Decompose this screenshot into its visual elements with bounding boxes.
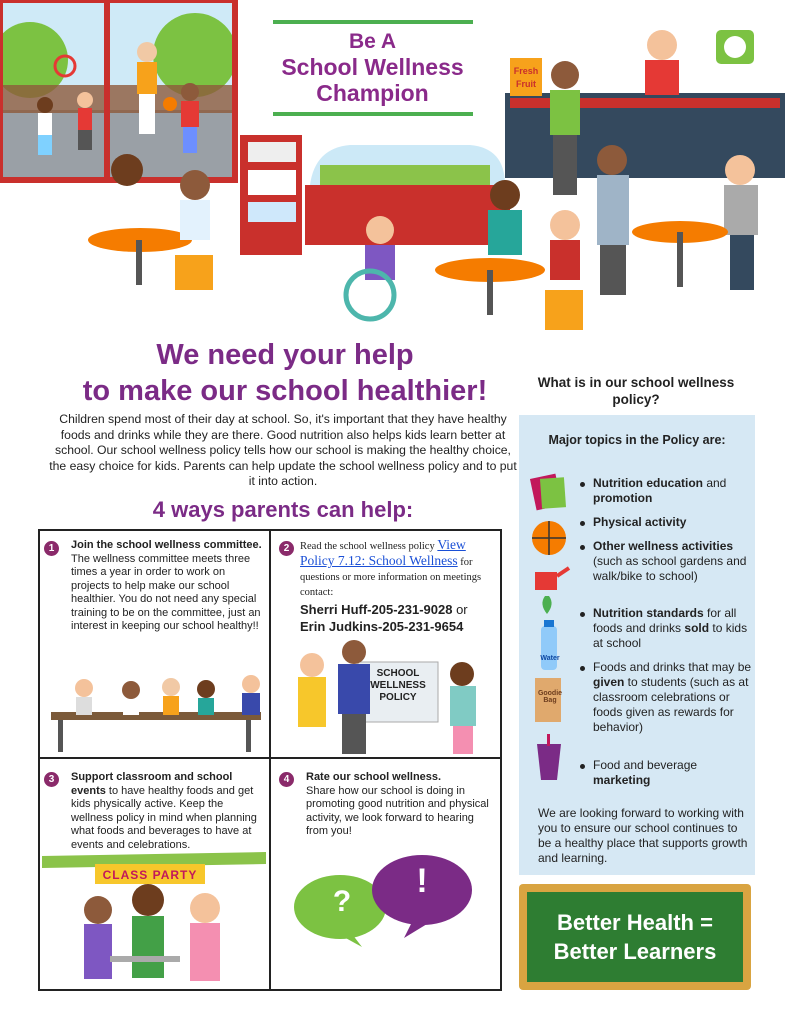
- cell-2-pre: Read the school wellness policy: [300, 541, 438, 552]
- headline-line-1: We need your help: [156, 339, 414, 371]
- chalkboard-surface: [527, 892, 743, 982]
- board-line-1: Better Health =: [557, 910, 713, 935]
- party-illustration: [40, 848, 268, 988]
- topic-3-bold: Other wellness activities: [593, 539, 734, 553]
- sign-fruit: Fruit: [516, 79, 536, 89]
- major-topics-heading: Major topics in the Policy are:: [548, 433, 726, 447]
- topic-4-text-2: to kids at school: [593, 621, 748, 650]
- policy-sign-1: SCHOOL: [376, 668, 420, 679]
- policy-sign-3: POLICY: [379, 692, 417, 703]
- topic-1-bold-2: promotion: [593, 491, 653, 505]
- cell-4-title: Rate our school wellness.: [306, 771, 442, 783]
- policy-sign-2: WELLNESS: [370, 680, 426, 691]
- board-line-2: Better Learners: [553, 939, 717, 964]
- title-bar-bottom: [273, 112, 473, 116]
- question-mark: ?: [332, 885, 352, 918]
- bullet: [580, 521, 585, 526]
- book-icon: [530, 474, 566, 511]
- cell-1-body: The wellness committee meets three times a year in order to work on projects to help make our school healthier. You do not need any special training to be on the committee, just an interest in keeping our school healthy!!: [71, 552, 261, 632]
- bullet: [580, 666, 585, 671]
- page-headline: [60, 337, 510, 409]
- policy-sign: [360, 668, 436, 704]
- ways-heading: 4 ways parents can help:: [152, 497, 414, 522]
- bullet: [580, 545, 585, 550]
- sign-fresh: Fresh: [513, 66, 539, 76]
- topic-6-text: Food and beverage: [593, 758, 698, 772]
- bullet: [580, 612, 585, 617]
- contact-2: Erin Judkins-205-231-9654: [300, 619, 464, 634]
- cell-3-body: to have healthy foods and get kids physically active. Keep the wellness policy in mind when planning what foods and beverages to have at events and celebrations.: [71, 784, 257, 851]
- topic-1-bold: Nutrition education: [593, 476, 703, 490]
- view-policy-link[interactable]: View Policy 7.12: School Wellness: [300, 537, 466, 568]
- topic-3: [593, 539, 753, 584]
- topic-6: [593, 758, 753, 788]
- class-party-banner: [95, 868, 205, 882]
- cell-3-title: Support classroom and school events: [71, 771, 233, 797]
- cell-4-body: Share how our school is doing in promoting good nutrition and physical activity, we look forward to hearing from you!: [306, 784, 489, 837]
- topic-2: [593, 515, 753, 530]
- basketball-icon: [532, 521, 566, 555]
- cell-3-text: [71, 771, 263, 852]
- topic-2-bold: Physical activity: [593, 515, 687, 529]
- policy-question: What is in our school wellness policy?: [537, 375, 735, 407]
- topic-1: [593, 476, 753, 506]
- bullet: [580, 482, 585, 487]
- topic-5: [593, 660, 753, 735]
- chalkboard: [519, 884, 751, 990]
- topic-1-text: and: [703, 476, 727, 490]
- topic-4-text: for all foods and drinks: [593, 606, 737, 635]
- topic-6-bold: marketing: [593, 773, 651, 787]
- drink-cup-icon: [537, 734, 561, 780]
- topic-5-bold: given: [593, 675, 625, 689]
- exclaim-mark: !: [416, 862, 428, 900]
- cell-2-text: [300, 538, 496, 635]
- step-number-4: 4: [279, 772, 294, 787]
- contact-1: Sherri Huff-205-231-9028: [300, 602, 453, 617]
- title-large-2: Champion: [316, 80, 429, 106]
- title-bar-top: [273, 20, 473, 24]
- cell-4-text: [306, 771, 491, 839]
- topic-5-text: Foods and drinks that may be: [593, 660, 752, 674]
- intro-paragraph: Children spend most of their day at school. So, it's important that they have healthy foods and drinks while they are there. Good nutrition also helps kids learn better at school. Our school wellness policy tells how our school is making the healthy choice, the easy choice for kids. Parents can help update the school wellness policy and to put it into action.: [49, 412, 517, 488]
- committee-illustration: [46, 672, 266, 754]
- banner-party: PARTY: [152, 868, 198, 882]
- title-small: Be A: [348, 30, 397, 53]
- topic-icons: [527, 472, 577, 792]
- topic-4: [593, 606, 753, 651]
- watering-can-icon: [535, 568, 569, 614]
- topic-4-bold-2: sold: [684, 621, 710, 635]
- headline-line-2: to make our school healthier!: [82, 375, 488, 407]
- goodie-label: Goodie Bag: [537, 690, 563, 704]
- title-block: [270, 20, 475, 112]
- bullet: [580, 764, 585, 769]
- title-large-1: School Wellness: [281, 54, 464, 80]
- topic-4-bold: Nutrition standards: [593, 606, 704, 620]
- topic-5-text-2: to students (such as at classroom celebrations or foods given as rewards for behavior): [593, 675, 749, 734]
- policy-illustration: [290, 640, 498, 755]
- step-number-2: 2: [279, 541, 294, 556]
- banner-class: CLASS: [102, 868, 149, 882]
- contact-or: or: [452, 602, 468, 617]
- cell-1-text: [71, 539, 263, 634]
- grid-divider-vertical: [269, 529, 271, 991]
- cell-2-post: for questions or more information on meetings contact:: [300, 557, 482, 598]
- step-number-3: 3: [44, 772, 59, 787]
- water-bottle-icon: [541, 620, 557, 670]
- step-number-1: 1: [44, 541, 59, 556]
- closing-text: We are looking forward to working with you to ensure our school continues to be a healthy place that supports growth and learning.: [538, 806, 748, 865]
- topic-3-text: (such as school gardens and walk/bike to school): [593, 554, 747, 583]
- cell-1-title: Join the school wellness committee.: [71, 539, 262, 551]
- grid-divider-horizontal: [38, 757, 502, 759]
- water-label: Water: [540, 655, 560, 662]
